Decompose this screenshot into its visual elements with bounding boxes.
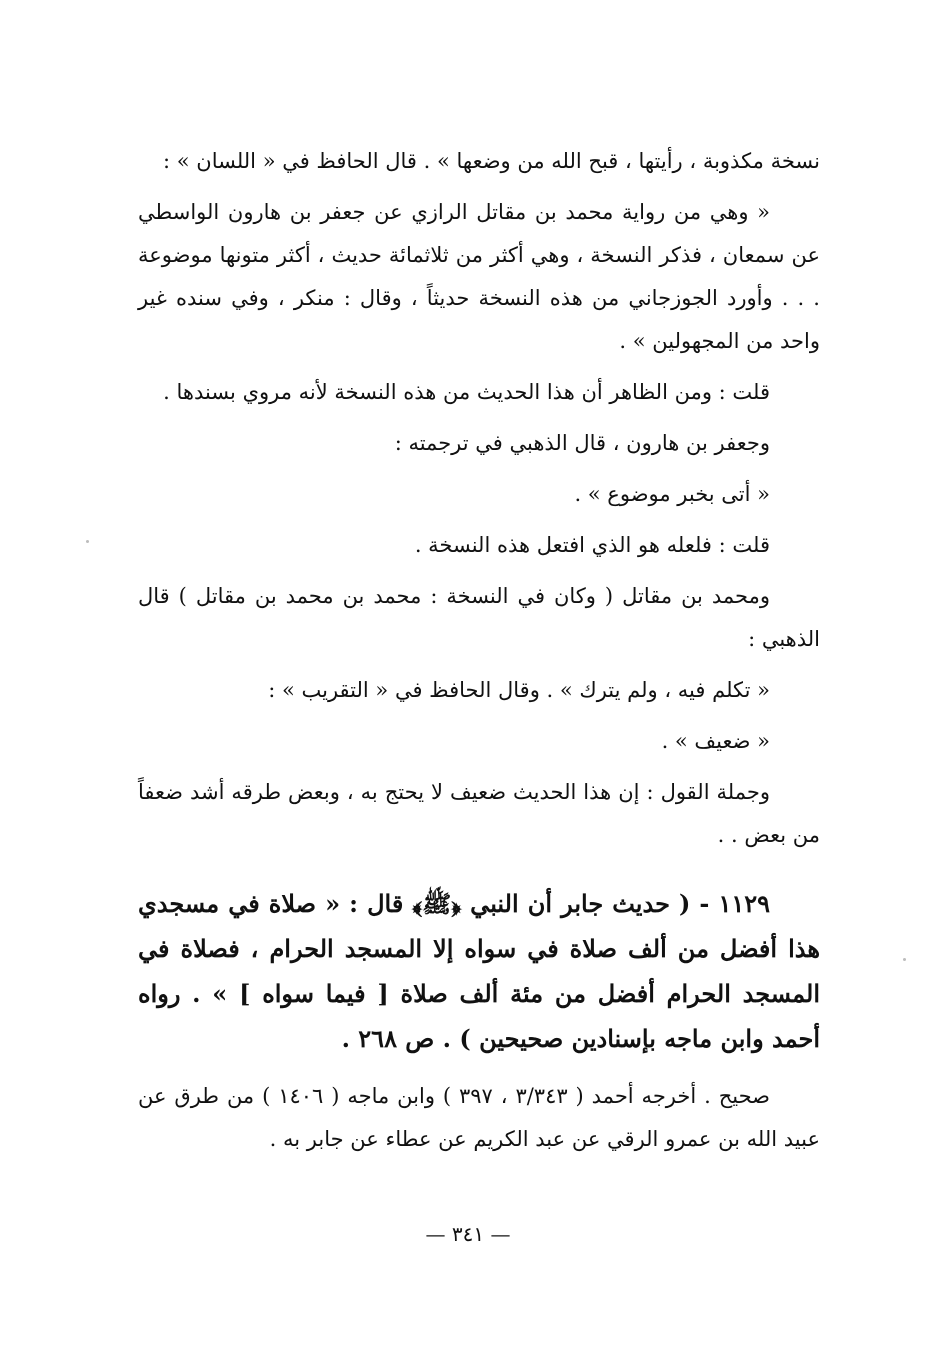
scan-speck [86, 540, 89, 543]
paragraph-muhammad-ibn-muqatil: ومحمد بن مقاتل ( وكان في النسخة : محمد بن محمد بن مقاتل ) قال الذهبي : [138, 584, 820, 651]
paragraph-qultu-2: قلت : فلعله هو الذي افتعل هذه النسخة . [414, 533, 770, 557]
paragraph-taqrib-quote: « ضعيف » . [661, 729, 770, 753]
paragraph-dhahabi-quote-1: « أتى بخبر موضوع » . [574, 482, 770, 506]
scan-speck [903, 958, 906, 961]
page-body [138, 140, 820, 1161]
paragraph-continuation: نسخة مكذوبة ، رأيتها ، قبح الله من وضعها » . قال الحافظ في « اللسان » : [163, 149, 820, 173]
paragraph-qultu-1: قلت : ومن الظاهر أن هذا الحديث من هذه النسخة لأنه مروي بسندها . [163, 380, 770, 404]
paragraph-jafar: وجعفر بن هارون ، قال الذهبي في ترجمته : [394, 431, 770, 455]
hadith-heading: ١١٢٩ - ( حديث جابر أن النبي ﴿ﷺ﴾ قال : « صلاة في مسجدي هذا أفضل من ألف صلاة في سواه إلا المسجد الحرام ، فصلاة في المسجد الحرام أفضل من مئة ألف صلاة [ فيما سواه ] » . رواه أحمد وابن ماجه بإسنادين صحيحين ) . ص ٢٦٨ . [138, 889, 820, 1053]
page-number: — ٣٤١ — [425, 1222, 511, 1246]
paragraph-conclusion: وجملة القول : إن هذا الحديث ضعيف لا يحتج به ، وبعض طرقه أشد ضعفاً من بعض . . [138, 780, 820, 847]
paragraph-verdict: صحيح . أخرجه أحمد ( ٣/٣٤٣ ، ٣٩٧ ) وابن ماجه ( ١٤٠٦ ) من طرق عن عبيد الله بن عمرو الرقي عن عبد الكريم عن عطاء عن جابر به . [138, 1084, 820, 1151]
paragraph-lisan-quote: « وهي من رواية محمد بن مقاتل الرازي عن جعفر بن هارون الواسطي عن سمعان ، فذكر النسخة ، وهي أكثر من ثلاثمائة حديث ، أكثر متونها موضوعة . . . وأورد الجوزجاني من هذه النسخة حديثاً ، وقال : منكر ، وفي سنده غير واحد من المجهولين » . [138, 200, 820, 353]
paragraph-dhahabi-quote-2: « تكلم فيه ، ولم يترك » . وقال الحافظ في « التقريب » : [268, 678, 770, 702]
